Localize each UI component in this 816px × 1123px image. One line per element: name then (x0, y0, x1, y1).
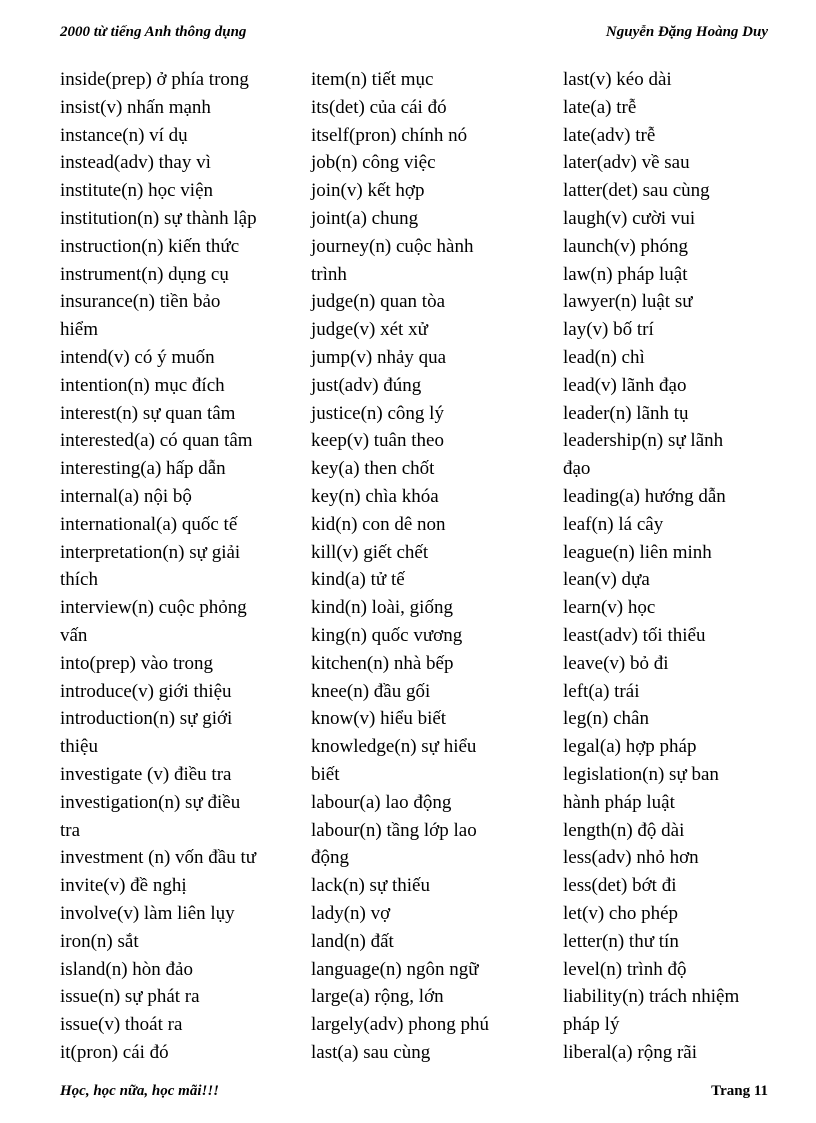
vocab-line: largely(adv) phong phú (311, 1014, 489, 1036)
vocab-line: hiểm (60, 319, 98, 341)
vocab-line: kitchen(n) nhà bếp (311, 652, 454, 674)
vocab-line: investigate (v) điều tra (60, 763, 232, 785)
vocab-line: laugh(v) cười vui (563, 207, 696, 229)
vocab-column-1 (60, 66, 300, 1067)
vocab-line: institute(n) học viện (60, 180, 214, 202)
vocab-line: into(prep) vào trong (60, 652, 214, 674)
vocab-line: launch(v) phóng (563, 235, 689, 257)
vocab-line: language(n) ngôn ngữ (311, 958, 479, 980)
vocab-line: hành pháp luật (563, 791, 675, 813)
vocab-line: kid(n) con dê non (311, 513, 446, 535)
vocab-line: leadership(n) sự lãnh (563, 430, 724, 452)
vocab-line: interpretation(n) sự giải (60, 541, 241, 563)
vocab-line: lady(n) vợ (311, 902, 391, 924)
vocab-line: đạo (563, 458, 591, 480)
vocab-line: left(a) trái (563, 680, 640, 702)
page-footer (60, 1083, 768, 1100)
vocab-line: investigation(n) sự điều (60, 791, 241, 813)
vocab-line: instruction(n) kiến thức (60, 235, 240, 257)
vocab-line: later(adv) về sau (563, 152, 690, 174)
vocab-line: level(n) trình độ (563, 958, 687, 980)
vocab-line: instead(adv) thay vì (60, 152, 211, 174)
vocab-line: lean(v) dựa (563, 569, 650, 591)
vocab-line: leader(n) lãnh tụ (563, 402, 689, 424)
vocab-line: insist(v) nhấn mạnh (60, 96, 211, 118)
vocab-line: judge(n) quan tòa (311, 291, 446, 313)
vocab-line: instance(n) ví dụ (60, 124, 188, 146)
vocab-line: itself(pron) chính nó (311, 124, 468, 146)
vocab-line: lack(n) sự thiếu (311, 875, 430, 897)
vocab-line: letter(n) thư tín (563, 930, 679, 952)
vocab-line: justice(n) công lý (311, 402, 444, 424)
vocab-line: key(a) then chốt (311, 458, 435, 480)
vocab-line: legislation(n) sự ban (563, 763, 719, 785)
vocab-line: less(det) bớt đi (563, 875, 677, 897)
vocab-line: join(v) kết hợp (311, 180, 425, 202)
vocab-line: least(adv) tối thiểu (563, 624, 706, 646)
vocab-line: liability(n) trách nhiệm (563, 986, 740, 1008)
vocab-line: judge(v) xét xử (311, 319, 428, 341)
vocab-line: intention(n) mục đích (60, 374, 225, 396)
vocab-line: liberal(a) rộng rãi (563, 1041, 697, 1063)
vocab-line: legal(a) hợp pháp (563, 736, 697, 758)
vocab-line: kind(n) loài, giống (311, 597, 453, 619)
vocab-line: lawyer(n) luật sư (563, 291, 693, 313)
vocab-line: kill(v) giết chết (311, 541, 429, 563)
vocab-line: key(n) chìa khóa (311, 485, 439, 507)
vocab-column-2 (311, 66, 551, 1067)
vocab-line: it(pron) cái đó (60, 1041, 169, 1063)
vocab-line: land(n) đất (311, 930, 394, 952)
vocab-line: late(adv) trễ (563, 124, 656, 146)
vocab-line: lead(n) chì (563, 346, 645, 368)
vocab-line: latter(det) sau cùng (563, 180, 710, 202)
vocab-line: jump(v) nhảy qua (311, 346, 447, 368)
vocab-line: law(n) pháp luật (563, 263, 688, 285)
vocab-line: learn(v) học (563, 597, 656, 619)
vocab-line: involve(v) làm liên lụy (60, 902, 235, 924)
vocab-line: labour(n) tầng lớp lao (311, 819, 477, 841)
vocab-line: institution(n) sự thành lập (60, 207, 257, 229)
vocab-line: island(n) hòn đảo (60, 958, 193, 980)
vocab-line: pháp lý (563, 1014, 620, 1036)
vocab-line: league(n) liên minh (563, 541, 712, 563)
page-header (60, 24, 768, 41)
vocab-line: động (311, 847, 349, 869)
vocab-line: kind(a) tử tế (311, 569, 405, 591)
vocab-line: less(adv) nhỏ hơn (563, 847, 699, 869)
vocab-line: leave(v) bỏ đi (563, 652, 669, 674)
vocab-line: item(n) tiết mục (311, 69, 434, 90)
vocab-column-3 (563, 66, 783, 1067)
vocab-line: last(v) kéo dài (563, 69, 672, 90)
vocab-line: last(a) sau cùng (311, 1041, 431, 1063)
page-number: Trang 11 (711, 1083, 768, 1099)
vocab-line: internal(a) nội bộ (60, 485, 192, 507)
vocab-line: biết (311, 763, 340, 785)
vocab-line: lead(v) lãnh đạo (563, 374, 687, 396)
vocab-line: international(a) quốc tế (60, 513, 238, 535)
vocab-line: job(n) công việc (311, 152, 436, 174)
header-title: 2000 từ tiếng Anh thông dụng (60, 24, 247, 40)
vocab-line: trình (311, 263, 347, 285)
vocab-line: its(det) của cái đó (311, 96, 447, 118)
vocab-line: let(v) cho phép (563, 902, 679, 924)
vocab-line: tra (60, 819, 81, 841)
vocab-line: inside(prep) ở phía trong (60, 69, 249, 90)
vocab-line: iron(n) sắt (60, 930, 139, 952)
vocab-line: insurance(n) tiền bảo (60, 291, 221, 313)
vocab-line: late(a) trễ (563, 96, 637, 118)
vocab-line: knowledge(n) sự hiểu (311, 736, 477, 758)
header-author: Nguyễn Đặng Hoàng Duy (605, 24, 768, 40)
vocab-line: thích (60, 569, 98, 591)
vocab-line: invite(v) đề nghị (60, 875, 187, 897)
vocab-line: know(v) hiểu biết (311, 708, 447, 730)
vocab-line: issue(n) sự phát ra (60, 986, 200, 1008)
vocab-line: vấn (60, 624, 88, 646)
vocab-line: just(adv) đúng (311, 374, 422, 396)
vocab-line: length(n) độ dài (563, 819, 685, 841)
vocab-line: issue(v) thoát ra (60, 1014, 183, 1036)
vocab-line: interested(a) có quan tâm (60, 430, 253, 452)
vocab-line: instrument(n) dụng cụ (60, 263, 229, 285)
footer-motto: Học, học nữa, học mãi!!! (60, 1083, 220, 1099)
vocab-line: interest(n) sự quan tâm (60, 402, 236, 424)
vocab-line: labour(a) lao động (311, 791, 452, 813)
vocab-line: intend(v) có ý muốn (60, 346, 215, 368)
vocab-line: introduction(n) sự giới (60, 708, 233, 730)
vocab-line: journey(n) cuộc hành (311, 235, 474, 257)
vocab-line: leaf(n) lá cây (563, 513, 664, 535)
vocab-line: leading(a) hướng dẫn (563, 485, 726, 507)
vocab-line: introduce(v) giới thiệu (60, 680, 232, 702)
vocab-line: interview(n) cuộc phỏng (60, 597, 247, 619)
vocab-line: knee(n) đầu gối (311, 680, 431, 702)
vocab-line: investment (n) vốn đầu tư (60, 847, 257, 869)
vocab-line: keep(v) tuân theo (311, 430, 444, 452)
vocab-line: interesting(a) hấp dẫn (60, 458, 226, 480)
vocab-line: large(a) rộng, lớn (311, 986, 444, 1008)
vocab-line: lay(v) bố trí (563, 319, 654, 341)
vocab-line: leg(n) chân (563, 708, 649, 730)
vocab-line: thiệu (60, 736, 98, 758)
vocab-line: joint(a) chung (311, 207, 419, 229)
vocab-line: king(n) quốc vương (311, 624, 463, 646)
